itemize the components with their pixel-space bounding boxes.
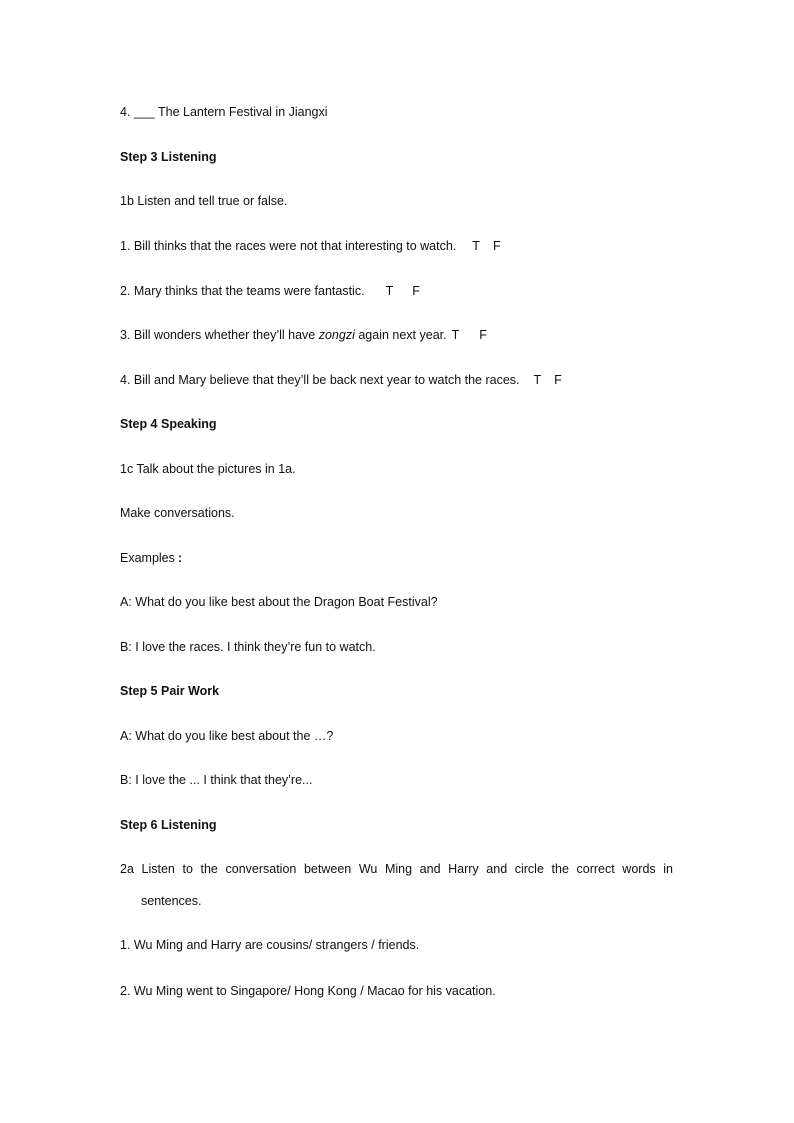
example-b-line: B: I love the races. I think they’re fun to watch. [120, 640, 376, 654]
question-2-circle-words: 2. Wu Ming went to Singapore/ Hong Kong / Macao for his vacation. [120, 984, 496, 998]
tf-4-true-option: T [533, 373, 542, 387]
pair-work-b-line: B: I love the ... I think that they’re... [120, 773, 313, 787]
tf-3-text-before: 3. Bill wonders whether they’ll have [120, 328, 319, 342]
tf-4-false-option: F [554, 373, 562, 387]
item-4-lantern-festival: 4. ___ The Lantern Festival in Jiangxi [120, 105, 328, 119]
step-6-heading: Step 6 Listening [120, 818, 217, 832]
tf-1-true-option: T [472, 239, 480, 253]
examples-colon: : [177, 551, 183, 565]
pair-work-a-line: A: What do you like best about the …? [120, 729, 334, 743]
task-1c-instruction: 1c Talk about the pictures in 1a. [120, 462, 296, 476]
true-false-item-3 [120, 327, 487, 343]
tf-3-text-after: again next year. [354, 328, 447, 342]
task-2a-instruction-line-2: sentences. [141, 894, 202, 908]
tf-1-text: 1. Bill thinks that the races were not that interesting to watch. [120, 239, 457, 253]
question-1-circle-words: 1. Wu Ming and Harry are cousins/ strangers / friends. [120, 938, 420, 952]
task-2a-instruction-line-1: 2a Listen to the conversation between Wu Ming and Harry and circle the correct words in [120, 862, 673, 876]
example-a-line: A: What do you like best about the Dragon Boat Festival? [120, 595, 438, 609]
true-false-item-2 [120, 283, 420, 299]
examples-label [120, 550, 182, 566]
tf-3-false-option: F [479, 328, 487, 342]
tf-2-text: 2. Mary thinks that the teams were fantastic. [120, 284, 365, 298]
examples-word: Examples [120, 551, 175, 565]
tf-3-true-option: T [451, 328, 460, 342]
tf-3-italic-word: zongzi [318, 328, 355, 342]
tf-1-false-option: F [492, 239, 501, 253]
task-1b-instruction: 1b Listen and tell true or false. [120, 194, 288, 208]
true-false-item-4 [120, 372, 562, 388]
tf-2-false-option: F [412, 284, 420, 298]
step-3-heading: Step 3 Listening [120, 150, 217, 164]
step-5-heading: Step 5 Pair Work [120, 684, 220, 698]
true-false-item-1 [120, 238, 501, 254]
tf-2-true-option: T [385, 284, 394, 298]
make-conversations-text: Make conversations. [120, 506, 235, 520]
step-4-heading: Step 4 Speaking [120, 417, 217, 431]
tf-4-text: 4. Bill and Mary believe that they’ll be back next year to watch the races. [120, 373, 520, 387]
